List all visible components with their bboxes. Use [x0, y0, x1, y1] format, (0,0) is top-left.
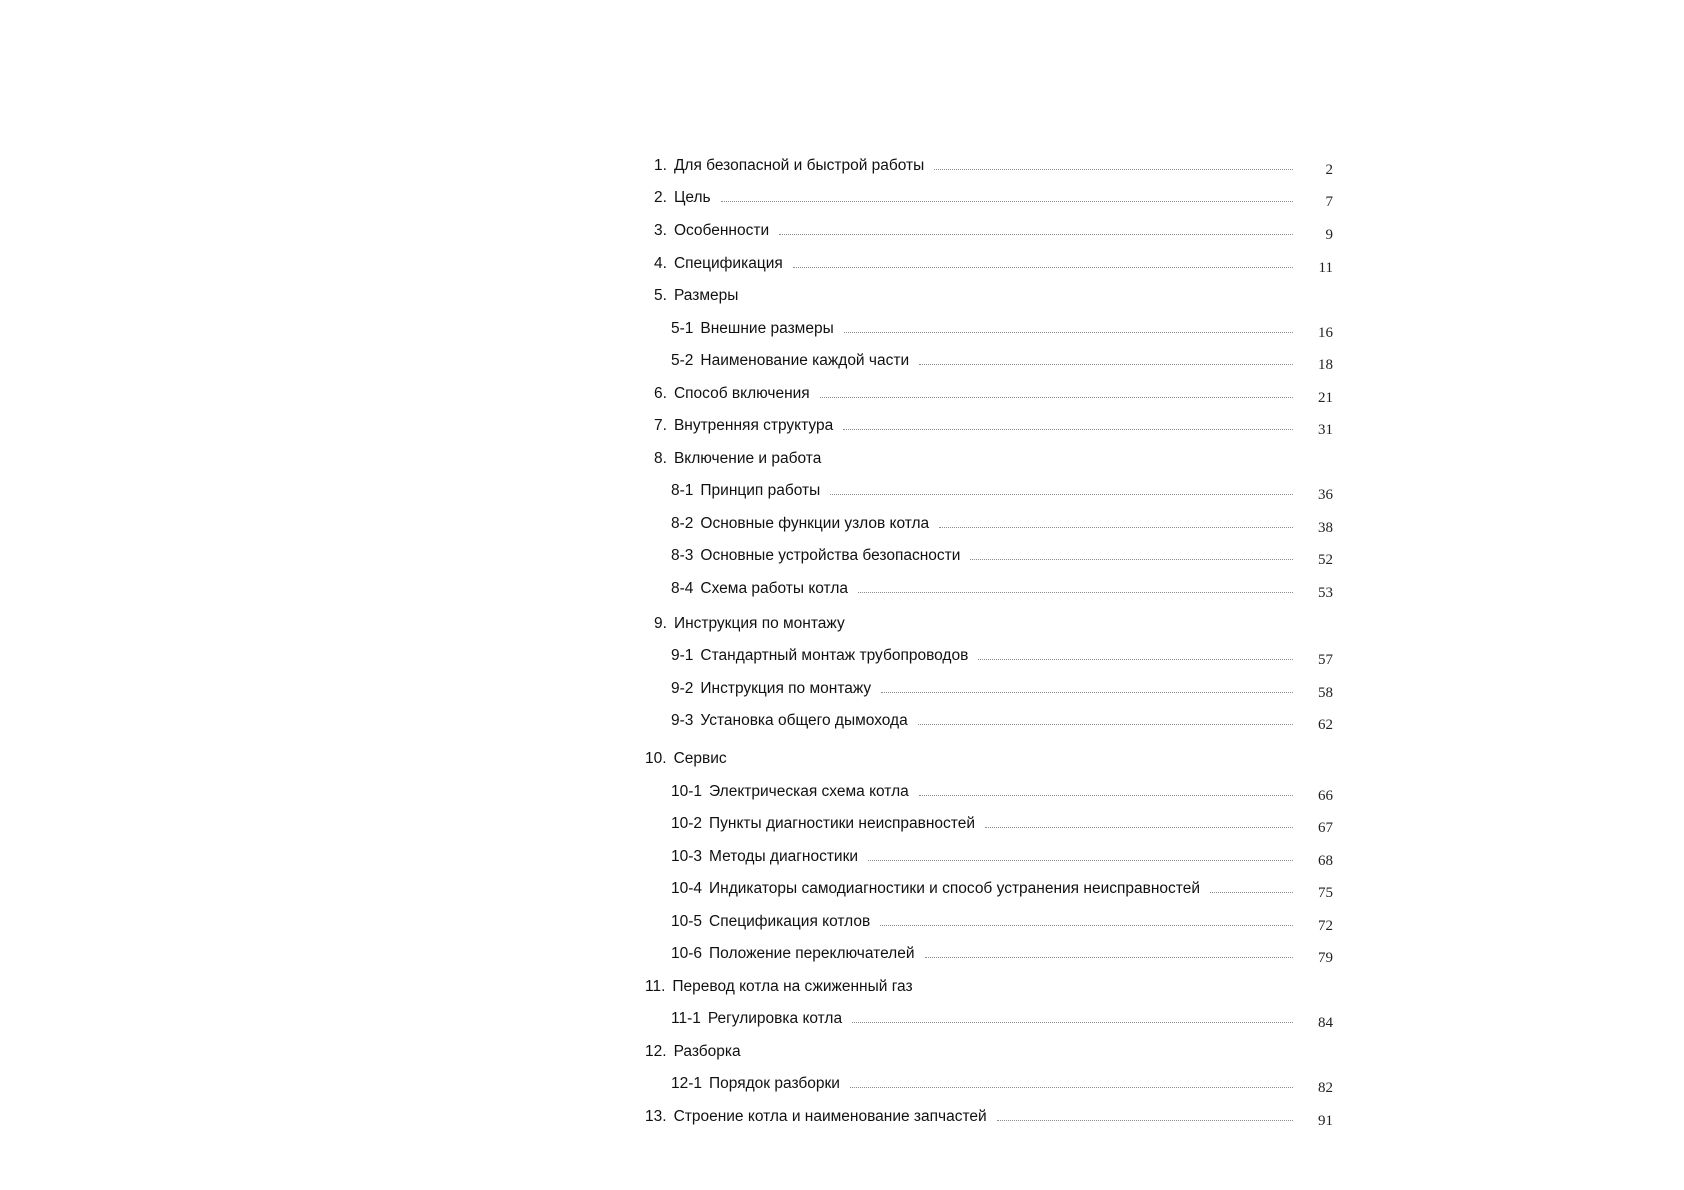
toc-entry: [640, 808, 1333, 834]
toc-entry-page-number: 18: [1318, 357, 1333, 373]
toc-entry-title: Внутренняя структура: [673, 417, 834, 434]
toc-entry-label: [640, 286, 738, 306]
toc-entry: [640, 540, 1333, 566]
toc-entry-title: Индикаторы самодиагностики и способ устранения неисправностей: [709, 880, 1200, 897]
toc-entry: [640, 1101, 1333, 1127]
toc-entry-title: Для безопасной и быстрой работы: [673, 157, 925, 174]
toc-entry-number: 8-4: [671, 580, 694, 597]
toc-leader-dots: [881, 692, 1293, 693]
toc-entry: [640, 1036, 1333, 1062]
toc-entry: [640, 971, 1333, 997]
toc-entry-label: [640, 1042, 741, 1062]
toc-entry-title: Спецификация котлов: [709, 913, 871, 930]
toc-entry-label: [640, 416, 833, 436]
toc-entry-title: Принцип работы: [700, 482, 821, 499]
toc-leader-dots: [779, 234, 1293, 235]
toc-leader-dots: [858, 592, 1293, 593]
toc-leader-dots: [919, 795, 1293, 796]
toc-leader-dots: [880, 925, 1293, 926]
toc-entry-page-number: 58: [1318, 685, 1333, 701]
toc-entry-label: [640, 847, 858, 867]
toc-entry-number: 9-3: [671, 712, 694, 729]
toc-entry-number: 9-2: [671, 680, 694, 697]
toc-entry-title: Порядок разборки: [709, 1075, 840, 1092]
toc-entry-number: 9.: [654, 615, 667, 632]
toc-entry-title: Спецификация: [673, 255, 783, 272]
toc-entry: [640, 573, 1333, 599]
toc-entry-title: Пункты диагностики неисправностей: [709, 815, 975, 832]
toc-entry-label: [640, 351, 909, 371]
toc-entry: [640, 938, 1333, 964]
toc-entry: [640, 280, 1333, 306]
toc-entry-number: 10-6: [671, 945, 703, 962]
toc-entry-label: [640, 944, 915, 964]
toc-entry-number: 10.: [645, 750, 667, 767]
toc-entry-page-number: 84: [1318, 1015, 1333, 1031]
toc-entry-page-number: 31: [1318, 422, 1333, 438]
toc-entry: [640, 508, 1333, 534]
toc-entry: [640, 906, 1333, 932]
toc-entry: [640, 776, 1333, 802]
toc-entry-page-number: 79: [1318, 950, 1333, 966]
toc-leader-dots: [925, 957, 1294, 958]
toc-entry-page-number: 82: [1318, 1080, 1333, 1096]
toc-leader-dots: [985, 827, 1293, 828]
toc-entry-label: [640, 481, 820, 501]
toc-entry-page-number: 16: [1318, 325, 1333, 341]
toc-entry: [640, 182, 1333, 208]
toc-entry-page-number: 72: [1318, 918, 1333, 934]
toc-entry-label: [640, 449, 821, 469]
toc-entry-title: Наименование каждой части: [700, 352, 910, 369]
toc-entry-number: 13.: [645, 1108, 667, 1125]
toc-entry: [640, 640, 1333, 666]
toc-entry-number: 7.: [654, 417, 667, 434]
toc-entry-number: 10-4: [671, 880, 703, 897]
toc-leader-dots: [844, 332, 1293, 333]
toc-leader-dots: [820, 397, 1293, 398]
toc-entry-title: Стандартный монтаж трубопроводов: [700, 647, 969, 664]
toc-entry-label: [640, 221, 769, 241]
toc-entry-page-number: 68: [1318, 853, 1333, 869]
toc-entry-number: 5-2: [671, 352, 694, 369]
toc-entry-title: Схема работы котла: [700, 580, 848, 597]
toc-entry-number: 12.: [645, 1043, 667, 1060]
toc-entry-label: [640, 646, 968, 666]
toc-leader-dots: [918, 724, 1293, 725]
toc-entry-number: 1.: [654, 157, 667, 174]
toc-entry-page-number: 57: [1318, 652, 1333, 668]
toc-leader-dots: [919, 364, 1293, 365]
toc-entry-label: [640, 912, 870, 932]
toc-entry-number: 5-1: [671, 320, 694, 337]
toc-entry-label: [640, 1107, 987, 1127]
toc-entry: [640, 215, 1333, 241]
toc-leader-dots: [850, 1087, 1293, 1088]
toc-entry: [640, 313, 1333, 339]
toc-entry-label: [640, 579, 848, 599]
toc-entry-number: 5.: [654, 287, 667, 304]
toc-entry-number: 12-1: [671, 1075, 703, 1092]
toc-leader-dots: [934, 169, 1293, 170]
toc-entry-title: Размеры: [673, 287, 739, 304]
toc-entry-page-number: 11: [1318, 260, 1333, 276]
toc-entry-label: [640, 977, 913, 997]
toc-entry-label: [640, 1074, 840, 1094]
toc-entry-page-number: 67: [1318, 820, 1333, 836]
toc-entry-title: Разборка: [673, 1043, 741, 1060]
toc-entry: [640, 841, 1333, 867]
toc-entry-number: 11-1: [671, 1010, 701, 1027]
toc-entry: [640, 248, 1333, 274]
toc-entry-title: Сервис: [673, 750, 727, 767]
toc-entry: [640, 673, 1333, 699]
toc-entry-title: Включение и работа: [673, 450, 822, 467]
toc-entry: [640, 743, 1333, 769]
toc-entry-label: [640, 188, 711, 208]
toc-entry-label: [640, 782, 909, 802]
toc-entry-title: Регулировка котла: [707, 1010, 843, 1027]
toc-entry-label: [640, 879, 1200, 899]
toc-entry-page-number: 2: [1325, 162, 1333, 178]
toc-entry-label: [640, 254, 783, 274]
toc-entry-label: [640, 384, 810, 404]
toc-entry-page-number: 66: [1318, 788, 1333, 804]
toc-entry-label: [640, 156, 924, 176]
toc-entry-label: [640, 319, 834, 339]
toc-entry: [640, 345, 1333, 371]
toc-entry-number: 2.: [654, 189, 667, 206]
toc-entry-title: Особенности: [673, 222, 770, 239]
toc-entry-number: 3.: [654, 222, 667, 239]
toc-entry-page-number: 91: [1318, 1113, 1333, 1129]
toc-entry: [640, 705, 1333, 731]
toc-entry-label: [640, 749, 727, 769]
toc-entry-number: 8.: [654, 450, 667, 467]
toc-entry-number: 11.: [645, 978, 666, 995]
toc-entry: [640, 608, 1333, 634]
toc-entry-title: Методы диагностики: [709, 848, 859, 865]
toc-entry-page-number: 21: [1318, 390, 1333, 406]
toc-entry: [640, 1068, 1333, 1094]
toc-entry-label: [640, 1009, 842, 1029]
toc-entry: [640, 1003, 1333, 1029]
toc-leader-dots: [997, 1120, 1293, 1121]
toc-entry-title: Инструкция по монтажу: [673, 615, 845, 632]
toc-entry-page-number: 75: [1318, 885, 1333, 901]
toc-leader-dots: [843, 429, 1293, 430]
toc-entry-title: Цель: [673, 189, 711, 206]
toc-leader-dots: [868, 860, 1293, 861]
toc-entry-number: 10-5: [671, 913, 703, 930]
toc-entry-page-number: 62: [1318, 717, 1333, 733]
toc-entry-title: Способ включения: [673, 385, 810, 402]
toc-entry-number: 10-2: [671, 815, 703, 832]
toc-entry-title: Инструкция по монтажу: [700, 680, 872, 697]
toc-entry: [640, 410, 1333, 436]
toc-leader-dots: [970, 559, 1293, 560]
toc-entry-number: 8-1: [671, 482, 694, 499]
toc-entry-page-number: 38: [1318, 520, 1333, 536]
toc-entry-page-number: 52: [1318, 552, 1333, 568]
toc-entry: [640, 378, 1333, 404]
toc-entry-label: [640, 546, 960, 566]
toc-entry-page-number: 9: [1325, 227, 1333, 243]
toc-entry-title: Внешние размеры: [700, 320, 834, 337]
toc-leader-dots: [830, 494, 1293, 495]
toc-entry: [640, 443, 1333, 469]
toc-entry: [640, 150, 1333, 176]
toc-leader-dots: [1210, 892, 1293, 893]
toc-entry-label: [640, 679, 871, 699]
toc-entry-label: [640, 614, 845, 634]
toc-entry-title: Строение котла и наименование запчастей: [673, 1108, 987, 1125]
toc-entry-title: Установка общего дымохода: [700, 712, 908, 729]
toc-leader-dots: [978, 659, 1293, 660]
toc-entry: [640, 873, 1333, 899]
toc-entry-label: [640, 814, 975, 834]
toc-leader-dots: [939, 527, 1293, 528]
toc-entry-label: [640, 711, 908, 731]
toc-leader-dots: [852, 1022, 1293, 1023]
toc-entry-title: Перевод котла на сжиженный газ: [672, 978, 913, 995]
toc-entry-title: Основные устройства безопасности: [700, 547, 961, 564]
toc-entry-number: 10-3: [671, 848, 703, 865]
toc-entry-title: Основные функции узлов котла: [700, 515, 930, 532]
toc-entry-title: Положение переключателей: [709, 945, 915, 962]
toc-entry-number: 9-1: [671, 647, 694, 664]
toc-entry-number: 8-3: [671, 547, 694, 564]
toc-entry-title: Электрическая схема котла: [709, 783, 909, 800]
toc-entry-number: 4.: [654, 255, 667, 272]
toc-entry-page-number: 7: [1325, 194, 1333, 210]
toc-entry-page-number: 53: [1318, 585, 1333, 601]
toc-entry-number: 8-2: [671, 515, 694, 532]
toc-entry-label: [640, 514, 929, 534]
toc-leader-dots: [721, 201, 1293, 202]
toc-leader-dots: [793, 267, 1293, 268]
toc-entry-page-number: 36: [1318, 487, 1333, 503]
toc-entry-number: 6.: [654, 385, 667, 402]
toc-entry: [640, 475, 1333, 501]
toc-entry-number: 10-1: [671, 783, 703, 800]
